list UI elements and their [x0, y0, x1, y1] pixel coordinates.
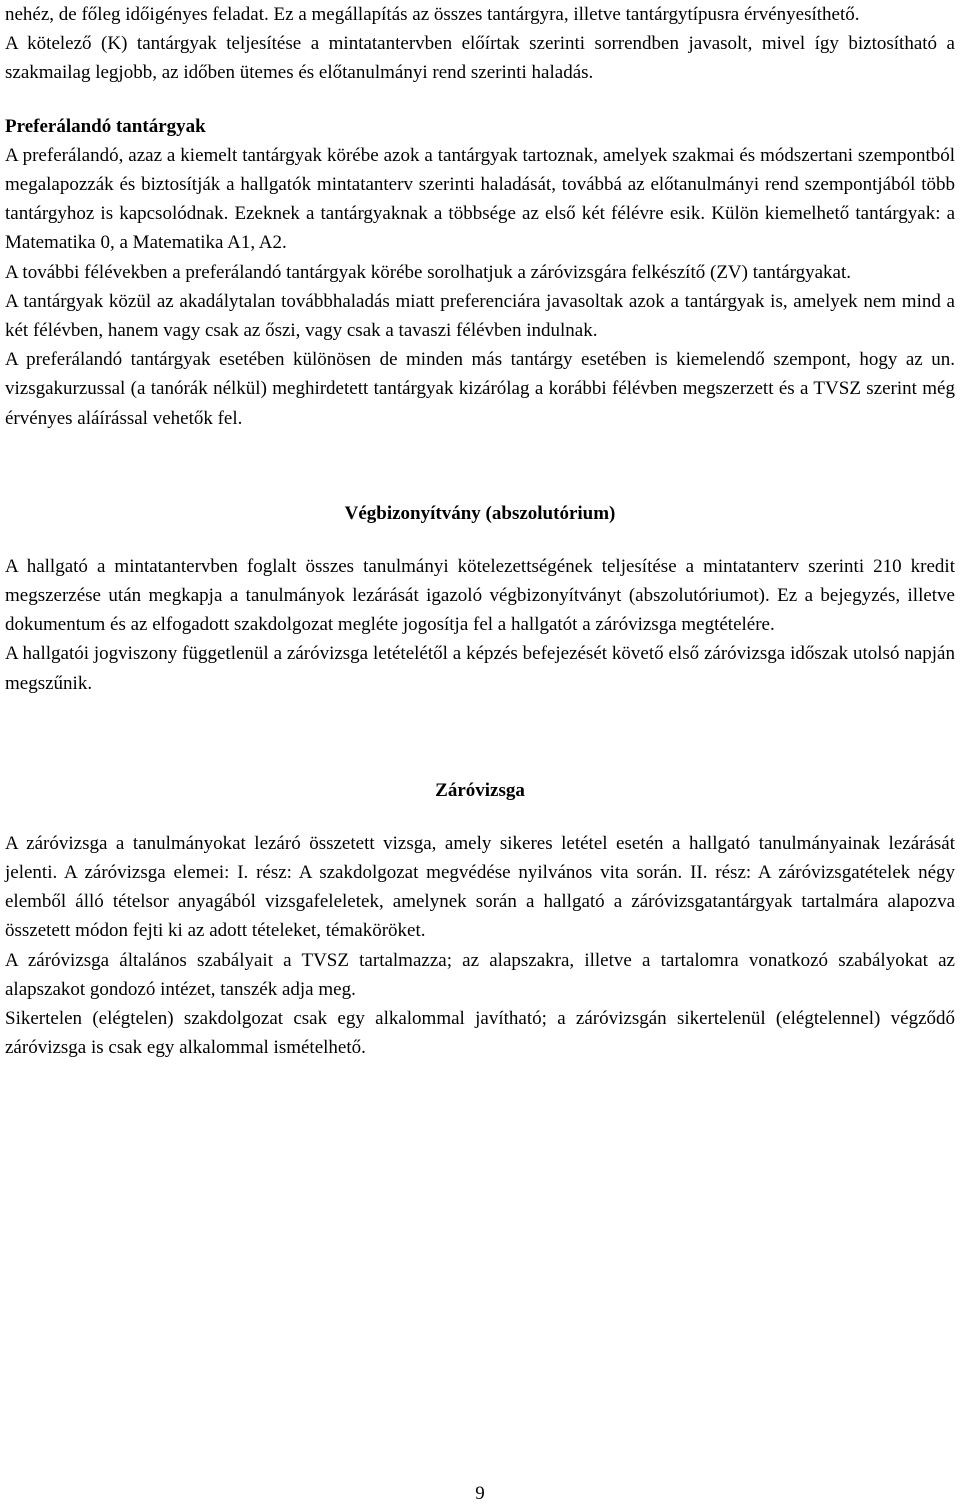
- absolutorium-paragraph-1: A hallgató a mintatantervben foglalt összes tanulmányi kötelezettségének teljesítése a mintatanterv szerinti 210 kredit megszerzése után megkapja a tanulmányok lezárását igazoló végbizonyítványt (abszolutóriumot). Ez a bejegyzés, illetve dokumentum és az elfogadott szakdolgozat megléte jogosítja fel a hallgatót a záróvizsga megtételére.: [5, 555, 955, 636]
- final-exam-paragraph-3: Sikertelen (elégtelen) szakdolgozat csak egy alkalommal javítható; a záróvizsgán sikertelenül (elégtelennel) végződő záróvizsga is csak egy alkalommal ismételhető.: [5, 1008, 955, 1059]
- final-exam-heading: Záróvizsga: [435, 779, 525, 801]
- final-exam-paragraph-1: A záróvizsga a tanulmányokat lezáró összetett vizsga, amely sikeres letétel esetén a hallgató tanulmányainak lezárását jelenti. A záróvizsga elemei: I. rész: A szakdolgozat megvédése nyilvános vita során. II. rész: A záróvizsgatételek négy elemből álló tételsor anyagából vizsgafeleletek, amelynek során a hallgató a záróvizsgatantárgyak tartalmára alapozva összetett módon fejti ki az adott tételeket, témaköröket.: [5, 832, 955, 942]
- preferred-paragraph-1: A preferálandó, azaz a kiemelt tantárgyak körébe azok a tantárgyak tartoznak, amelyek szakmai és módszertani szempontból megalapozzák és biztosítják a hallgatók mintatanterv szerinti haladását, továbbá az előtanulmányi rend szempontjából több tantárgyhoz is kapcsolódnak. Ezeknek a tantárgyaknak a többsége az első két félévre esik. Külön kiemelhető tantárgyak: a Matematika 0, a Matematika A1, A2.: [5, 144, 955, 254]
- intro-paragraph-2: A kötelező (K) tantárgyak teljesítése a mintatantervben előírtak szerinti sorrendben javasolt, mivel így biztosítható a szakmailag legjobb, az időben ütemes és előtanulmányi rend szerinti haladás.: [5, 33, 955, 84]
- preferred-subjects-heading: Preferálandó tantárgyak: [5, 115, 206, 137]
- document-page: [5, 0, 955, 1062]
- preferred-paragraph-3: A tantárgyak közül az akadálytalan továbbhaladás miatt preferenciára javasoltak azok a tantárgyak is, amelyek nem mind a két félévben, hanem vagy csak az őszi, vagy csak a tavaszi félévben indulnak.: [5, 290, 955, 342]
- absolutorium-paragraph-2: A hallgatói jogviszony függetlenül a záróvizsga letételétől a képzés befejezését követő első záróvizsga időszak utolsó napján megszűnik.: [5, 643, 955, 694]
- intro-paragraph-1: nehéz, de főleg időigényes feladat. Ez a megállapítás az összes tantárgyra, illetve tantárgytípusra érvényesíthető.: [5, 4, 860, 25]
- final-exam-paragraph-2: A záróvizsga általános szabályait a TVSZ tartalmazza; az alapszakra, illetve a tartalomra vonatkozó szabályokat az alapszakot gondozó intézet, tanszék adja meg.: [5, 949, 955, 1000]
- preferred-paragraph-4: A preferálandó tantárgyak esetében különösen de minden más tantárgy esetében is kiemelendő szempont, hogy az un. vizsgakurzussal (a tanórák nélkül) meghirdetett tantárgyak kizárólag a korábbi félévben megszerzett és a TVSZ szerint még érvényes aláírással vehetők fel.: [5, 349, 955, 429]
- preferred-subjects-section: [5, 112, 955, 433]
- page-number: 9: [475, 1483, 485, 1504]
- absolutorium-heading: Végbizonyítvány (abszolutórium): [344, 502, 616, 524]
- preferred-paragraph-2: A további félévekben a preferálandó tantárgyak körébe sorolhatjuk a záróvizsgára felkészítő (ZV) tantárgyakat.: [5, 261, 852, 283]
